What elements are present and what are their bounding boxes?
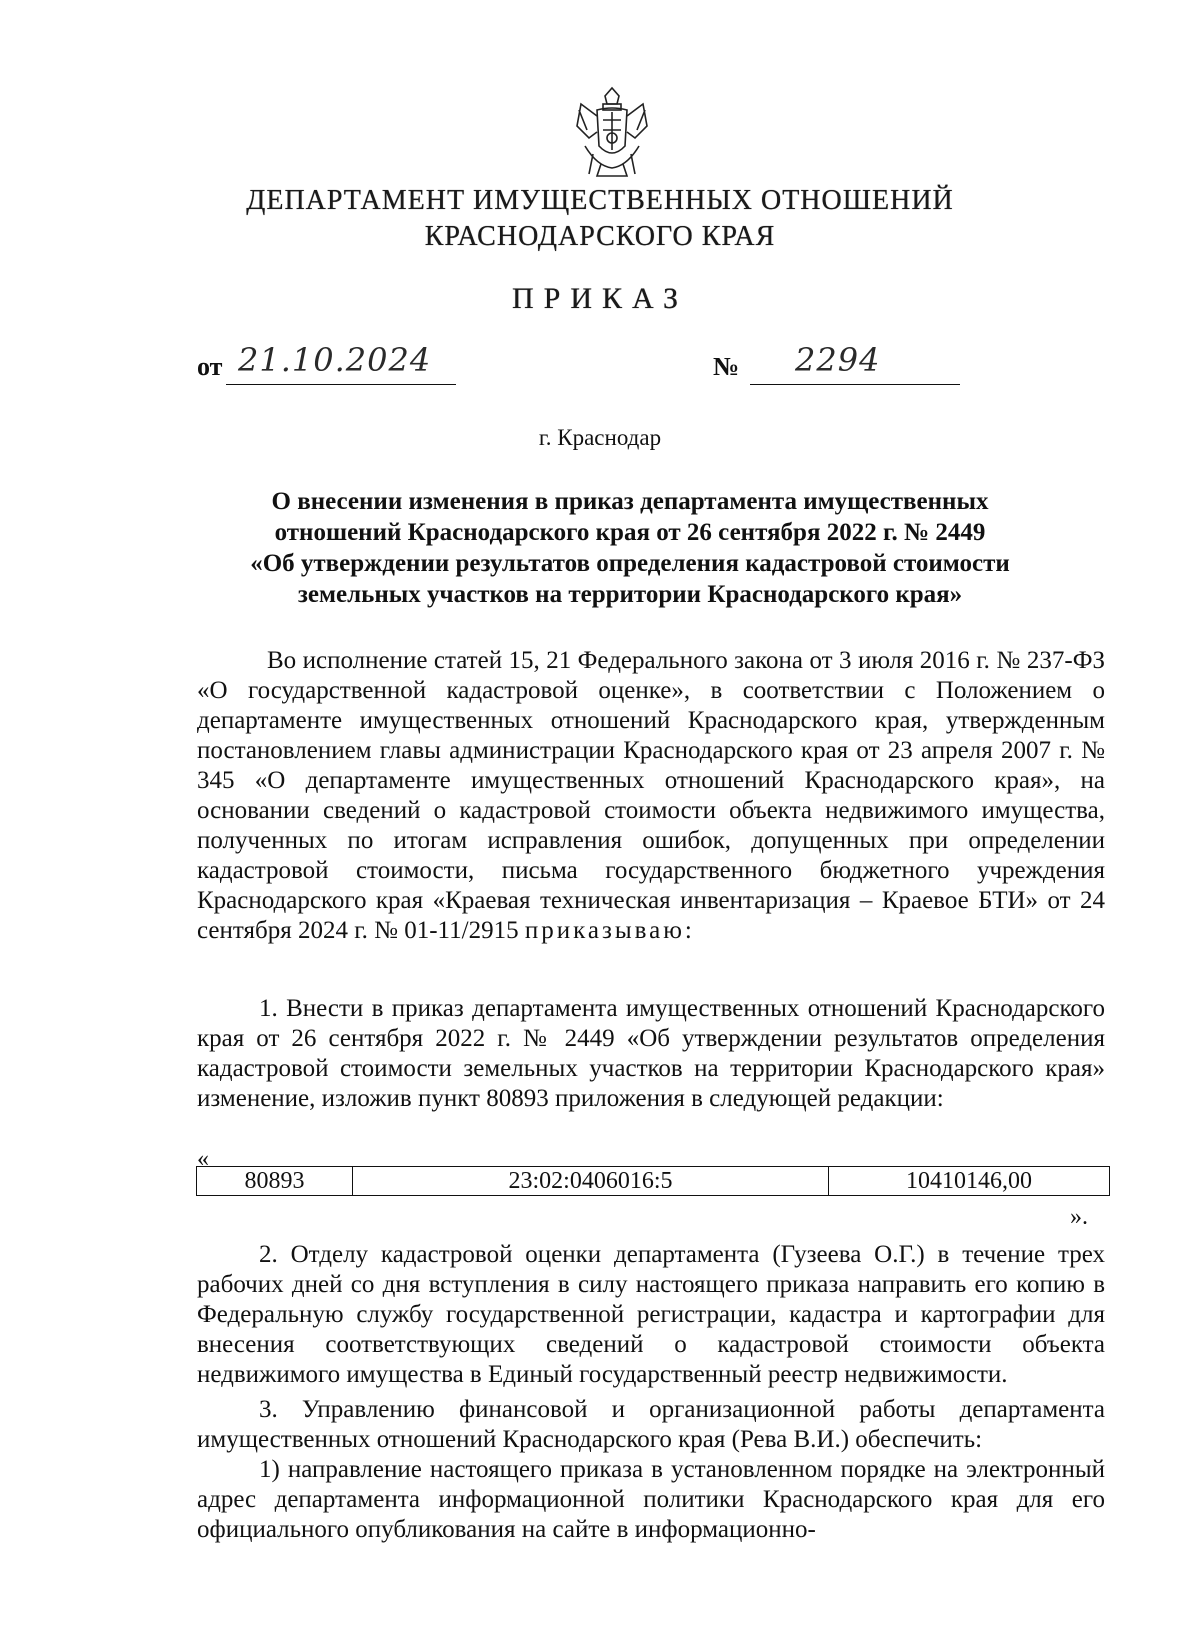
preamble-paragraph xyxy=(197,646,1105,946)
number-prefix: № xyxy=(713,352,740,381)
date-handwritten: 21.10.2024 xyxy=(238,341,432,379)
quote-close: ». xyxy=(1070,1204,1088,1230)
subject-line: отношений Краснодарского края от 26 сентября 2022 г. № 2449 xyxy=(274,519,986,546)
table-cell-item-number: 80893 xyxy=(197,1167,353,1196)
department-name-line2: КРАСНОДАРСКОГО КРАЯ xyxy=(424,221,776,252)
coat-of-arms-emblem xyxy=(567,86,657,178)
subject-line: О внесении изменения в приказ департамента имущественных xyxy=(271,488,989,515)
item3-paragraph: 3. Управлению финансовой и организационной работы департамента имущественных отношений Краснодарского края (Рева В.И.) обеспечить: xyxy=(197,1396,1105,1453)
table-cell-cadastral-value: 10410146,00 xyxy=(829,1167,1110,1196)
subject-line: «Об утверждении результатов определения кадастровой стоимости xyxy=(250,550,1010,577)
item1-paragraph: 1. Внести в приказ департамента имущественных отношений Краснодарского края от 26 сентября 2022 г. № 2449 «Об утверждении результатов определения кадастровой стоимости земельных участков на территории Краснодарского края» изменение, изложив пункт 80893 приложения в следующей редакции: xyxy=(197,995,1105,1112)
date-underline xyxy=(226,384,456,385)
city-label: г. Краснодар xyxy=(538,425,662,450)
preamble-text: Во исполнение статей 15, 21 Федерального закона от 3 июля 2016 г. № 237-ФЗ «О государственной кадастровой оценке», в соответствии с Положением о департаменте имущественных отношений Краснодарского края, утвержденным постановлением главы администрации Краснодарского края от 23 апреля 2007 г. № 345 «О департаменте имущественных отношений Краснодарского края», на основании сведений о кадастровой стоимости объекта недвижимого имущества, полученных по итогам исправления ошибок, допущенных при определении кадастровой стоимости, письма государственного бюджетного учреждения Краснодарского края «Краевая техническая инвентаризация – Краевое БТИ» от 24 сентября 2024 г. № 01-11/2915 xyxy=(197,647,1105,944)
item2-paragraph: 2. Отделу кадастровой оценки департамента (Гузеева О.Г.) в течение трех рабочих дней со дня вступления в силу настоящего приказа направить его копию в Федеральную службу государственной регистрации, кадастра и картографии для внесения соответствующих сведений о кадастровой стоимости объекта недвижимого имущества в Единый государственный реестр недвижимости. xyxy=(197,1241,1105,1388)
preamble-command: приказываю: xyxy=(524,917,695,944)
table-row xyxy=(197,1167,1110,1196)
subject-line: земельных участков на территории Краснодарского края» xyxy=(297,581,963,608)
department-name-line1: ДЕПАРТАМЕНТ ИМУЩЕСТВЕННЫХ ОТНОШЕНИЙ xyxy=(246,185,954,216)
quote-open: « xyxy=(197,1146,209,1172)
item3-1-paragraph: 1) направление настоящего приказа в установленном порядке на электронный адрес департамента информационной политики Краснодарского края для его официального опубликования на сайте в информационно- xyxy=(197,1456,1105,1543)
document-type-title: ПРИКАЗ xyxy=(512,282,688,315)
order-subject xyxy=(180,486,1080,610)
number-handwritten: 2294 xyxy=(795,341,881,379)
cadastral-table xyxy=(196,1166,1110,1196)
date-prefix: от xyxy=(197,352,223,381)
number-underline xyxy=(750,384,960,385)
table-cell-cadastral-number: 23:02:0406016:5 xyxy=(353,1167,829,1196)
